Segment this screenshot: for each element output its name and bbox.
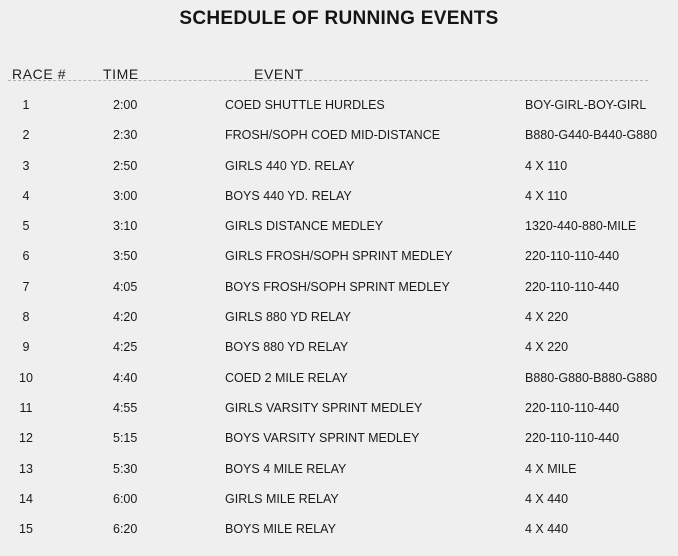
race-time: 3:10 (113, 219, 138, 234)
race-number: 5 (22, 219, 30, 234)
race-event: GIRLS FROSH/SOPH SPRINT MEDLEY (225, 249, 453, 264)
race-time: 5:15 (113, 431, 138, 446)
race-detail: 4 X MILE (525, 461, 577, 476)
table-row (0, 364, 678, 394)
race-detail: 4 X 440 (525, 491, 569, 506)
race-event: COED SHUTTLE HURDLES (225, 98, 385, 112)
race-event: GIRLS 880 YD RELAY (225, 310, 351, 325)
race-time: 2:50 (113, 158, 138, 173)
race-detail: 4 X 220 (525, 340, 569, 355)
table-row (0, 242, 678, 272)
race-number: 11 (19, 400, 33, 415)
race-number: 3 (22, 158, 30, 173)
race-number: 1 (22, 98, 30, 112)
table-row (0, 121, 678, 151)
race-time: 4:25 (113, 340, 138, 355)
race-detail: 220-110-110-440 (525, 279, 620, 294)
table-row (0, 182, 678, 212)
race-event: FROSH/SOPH COED MID-DISTANCE (225, 128, 441, 143)
table-row (0, 515, 678, 545)
race-number: 14 (19, 491, 33, 506)
header-race-number: RACE # (12, 66, 67, 82)
race-time: 4:05 (113, 279, 138, 294)
table-row (0, 91, 678, 121)
table-row (0, 212, 678, 242)
race-detail: 220-110-110-440 (525, 431, 620, 446)
table-row (0, 303, 678, 333)
race-number: 6 (22, 249, 30, 264)
race-time: 4:40 (113, 370, 138, 385)
race-time: 2:00 (113, 98, 138, 112)
table-row (0, 485, 678, 515)
race-number: 9 (22, 340, 30, 355)
race-number: 7 (22, 279, 30, 294)
race-time: 5:30 (113, 461, 138, 476)
race-detail: B880-G880-B880-G880 (525, 370, 658, 385)
table-row (0, 394, 678, 424)
race-time: 6:20 (113, 522, 138, 537)
race-number: 2 (22, 128, 30, 143)
table-row (0, 424, 678, 454)
race-event: GIRLS 440 YD. RELAY (225, 158, 355, 173)
schedule-table (0, 91, 678, 545)
race-event: BOYS VARSITY SPRINT MEDLEY (225, 431, 420, 446)
race-event: GIRLS MILE RELAY (225, 491, 339, 506)
race-event: BOYS 880 YD RELAY (225, 340, 349, 355)
race-number: 4 (22, 188, 30, 203)
race-number: 8 (22, 310, 30, 325)
race-detail: 220-110-110-440 (525, 400, 620, 415)
race-number: 13 (19, 461, 33, 476)
race-time: 2:30 (113, 128, 138, 143)
race-number: 12 (19, 431, 33, 446)
race-time: 3:00 (113, 188, 138, 203)
race-event: BOYS 4 MILE RELAY (225, 461, 347, 476)
race-number: 15 (19, 522, 33, 537)
table-row (0, 333, 678, 363)
race-time: 4:20 (113, 310, 138, 325)
race-detail: 4 X 110 (525, 188, 568, 203)
table-row (0, 273, 678, 303)
race-detail: 1320-440-880-MILE (525, 219, 637, 234)
race-event: BOYS 440 YD. RELAY (225, 188, 352, 203)
race-event: GIRLS VARSITY SPRINT MEDLEY (225, 400, 423, 415)
race-event: BOYS FROSH/SOPH SPRINT MEDLEY (225, 279, 450, 294)
race-detail: BOY-GIRL-BOY-GIRL (525, 98, 647, 112)
page-title: SCHEDULE OF RUNNING EVENTS (179, 8, 499, 29)
race-number: 10 (19, 370, 33, 385)
race-detail: 4 X 110 (525, 158, 568, 173)
race-time: 4:55 (113, 400, 138, 415)
race-detail: 4 X 440 (525, 522, 569, 537)
race-detail: B880-G440-B440-G880 (525, 128, 658, 143)
race-event: BOYS MILE RELAY (225, 522, 336, 537)
header-time: TIME (103, 66, 139, 82)
race-time: 3:50 (113, 249, 138, 264)
race-event: COED 2 MILE RELAY (225, 370, 348, 385)
race-time: 6:00 (113, 491, 138, 506)
header-divider (8, 80, 648, 81)
header-event: EVENT (254, 66, 304, 82)
table-row (0, 152, 678, 182)
table-row (0, 455, 678, 485)
race-detail: 220-110-110-440 (525, 249, 620, 264)
race-detail: 4 X 220 (525, 310, 569, 325)
race-event: GIRLS DISTANCE MEDLEY (225, 219, 384, 234)
